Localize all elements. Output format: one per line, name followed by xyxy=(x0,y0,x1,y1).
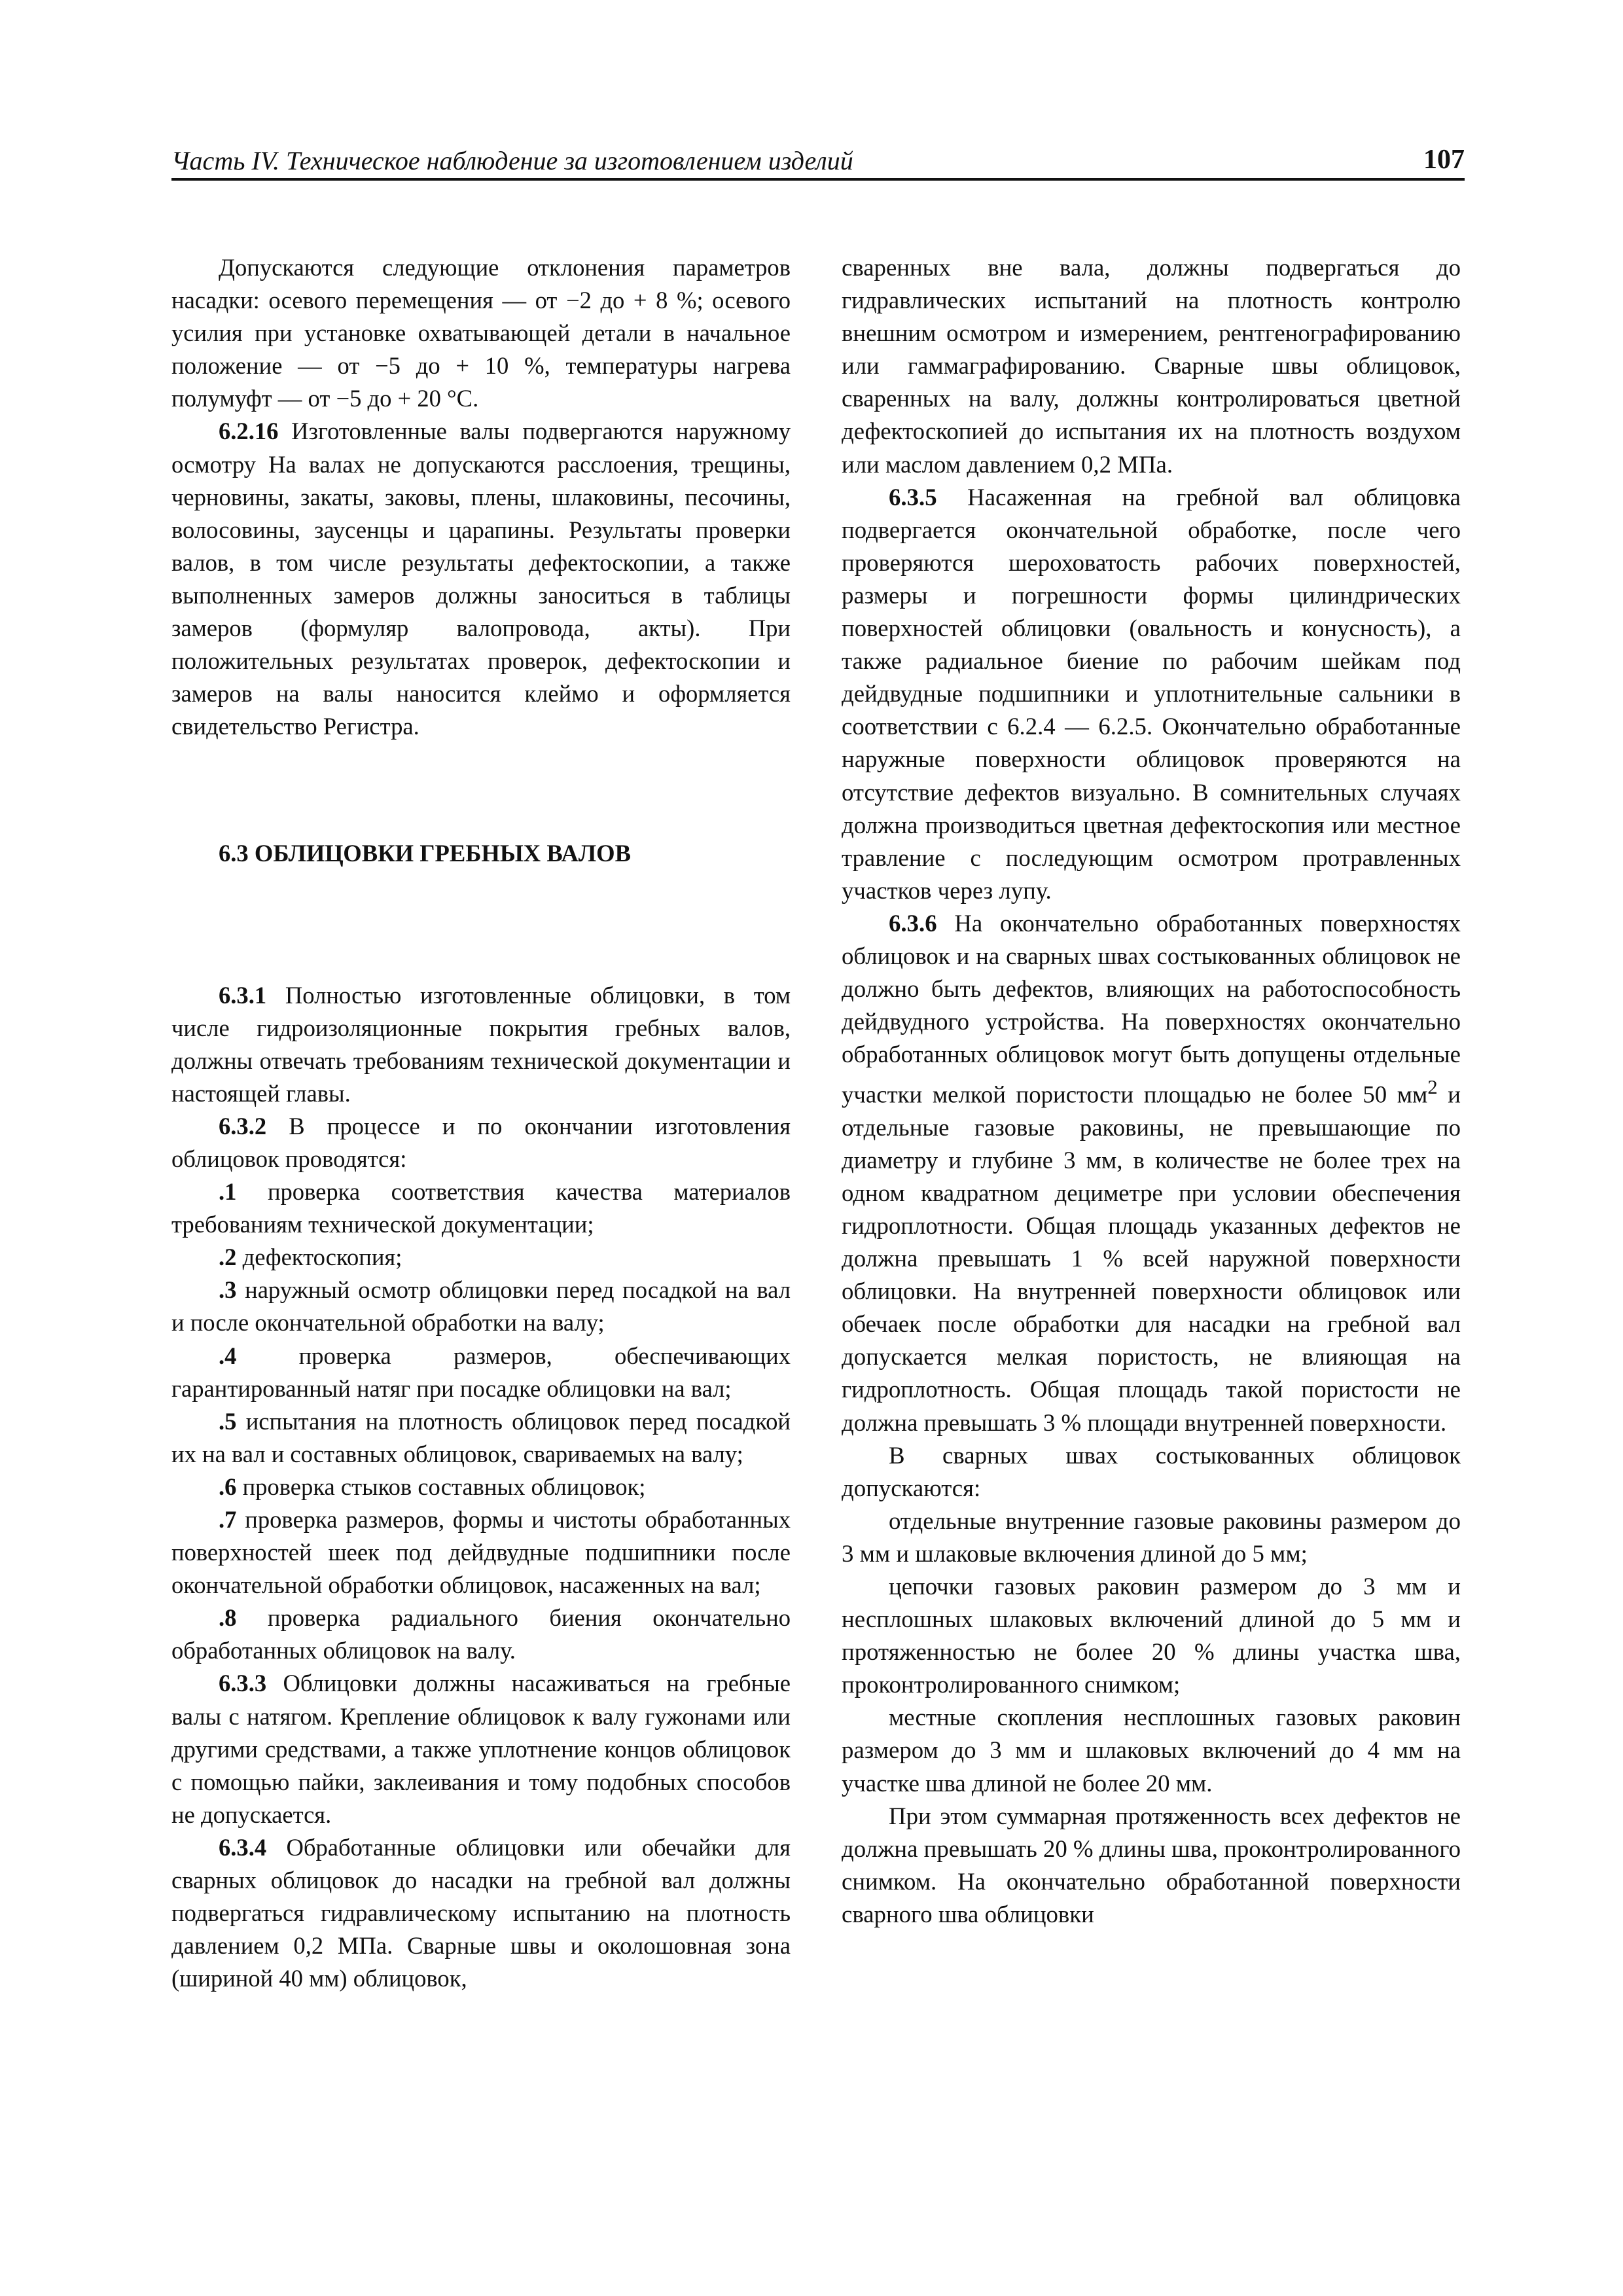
clause-text: Полностью изготовленные облицовки, в том числе гидроизоляционные покрытия гребных валов, должны отвечать требованиям технической документации и настоящей главы. xyxy=(171,981,791,1107)
list-item-number: .3 xyxy=(219,1276,237,1304)
paragraph-total-length: При этом суммарная протяженность всех дефектов не должна превышать 20 % длины шва, проконтролированного снимком. На окончательно обработанной поверхности сварного шва облицовки xyxy=(842,1802,1461,1928)
section-spacer-top xyxy=(171,743,791,837)
clause-text: На окончательно обработанных поверхностях облицовок и на сварных швах состыкованных облицовок не должно быть дефектов, влияющих на работоспособность дейдвудного устройства. На поверхностях окончательно обработанных облицовок могут быть допущены отдельные участки мелкой пористости площадью не более 50 мм xyxy=(842,909,1461,1108)
clause-number: 6.3.1 xyxy=(219,981,267,1009)
clause-text: Насаженная на гребной вал облицовка подвергается окончательной обработке, после чего проверяются шероховатость рабочих поверхностей, размеры и погрешности формы цилиндрических поверхностей облицовки (овальность и конусность), а также радиальное биение по рабочим шейкам под дейдвудные подшипники и уплотнительные сальники в соответствии с 6.2.4 — 6.2.5. Окончательно обработанные наружные поверхности облицовок проверяются на отсутствие дефектов визуально. В сомнительных случаях должна производиться цветная дефектоскопия или местное травление с последующим осмотром протравленных участков через лупу. xyxy=(842,483,1461,904)
paragraph-6-3-2 xyxy=(171,1110,791,1175)
list-item-text: проверка стыков составных облицовок; xyxy=(236,1473,646,1500)
list-item-text: наружный осмотр облицовки перед посадкой на вал и после окончательной обработки на валу; xyxy=(171,1276,791,1336)
clause-text: Обработанные облицовки или обечайки для сварных облицовок до насадки на гребной вал должны подвергаться гидравлическому испытанию на плотность давлением 0,2 МПа. Сварные швы и околошовная зона (шириной 40 мм) облицовок, xyxy=(171,1833,791,1992)
list-item xyxy=(171,1602,791,1667)
right-column xyxy=(842,251,1461,1931)
list-item-number: .6 xyxy=(219,1473,237,1500)
clause-number: 6.3.6 xyxy=(889,909,937,937)
clause-number: 6.2.16 xyxy=(219,418,279,445)
paragraph-6-3-1 xyxy=(171,979,791,1110)
list-item-number: .8 xyxy=(219,1604,237,1632)
list-item-number: .1 xyxy=(219,1178,237,1206)
list-item xyxy=(171,1241,791,1274)
paragraph-6-3-3 xyxy=(171,1667,791,1831)
clause-number: 6.3.3 xyxy=(219,1670,267,1697)
clause-text: В процессе и по окончании изготовления облицовок проводятся: xyxy=(171,1112,791,1172)
paragraph-6-3-4 xyxy=(171,1831,791,1995)
paragraph-weld-defects-intro: В сварных швах состыкованных облицовок допускаются: xyxy=(842,1441,1461,1501)
section-spacer-bottom xyxy=(171,870,791,979)
paragraph-continuation: сваренных вне вала, должны подвергаться до гидравлических испытаний на плотность контролю внешним осмотром и измерением, рентгенографированию или гаммаграфированию. Сварные швы облицовок, сваренных на валу, должны контролироваться цветной дефектоскопией до испытания их на плотность воздухом или маслом давлением 0,2 МПа. xyxy=(842,254,1461,478)
paragraph-6-2-16 xyxy=(171,415,791,743)
clause-text: Облицовки должны насаживаться на гребные валы с натягом. Крепление облицовок к валу гужонами или другими средствами, а также уплотнение концов облицовок с помощью пайки, заклеивания и тому подобных способов не допускается. xyxy=(171,1670,791,1828)
paragraph-6-3-5 xyxy=(842,481,1461,907)
list-item xyxy=(171,1175,791,1241)
list-item-text: проверка размеров, обеспечивающих гарантированный натяг при посадке облицовки на вал; xyxy=(171,1342,791,1402)
list-item-number: .7 xyxy=(219,1506,237,1533)
clause-number: 6.3.4 xyxy=(219,1833,267,1861)
list-item-number: .2 xyxy=(219,1244,237,1271)
paragraph-6-3-6 xyxy=(842,907,1461,1439)
list-item-text: проверка размеров, формы и чистоты обработанных поверхностей шеек под дейдвудные подшипники после окончательной обработки облицовок, насаженных на вал; xyxy=(171,1506,791,1599)
page-header xyxy=(171,136,1465,175)
list-item xyxy=(171,1274,791,1339)
list-item xyxy=(171,1340,791,1405)
section-title: 6.3 ОБЛИЦОВКИ ГРЕБНЫХ ВАЛОВ xyxy=(219,840,631,867)
paragraph-gas-cavities: отдельные внутренние газовые раковины размером до 3 мм и шлаковые включения длиной до 5 мм; xyxy=(842,1507,1461,1567)
clause-number: 6.3.5 xyxy=(889,483,937,511)
running-header-title: Часть IV. Техническое наблюдение за изготовлением изделий xyxy=(171,146,853,175)
paragraph-cavity-chains: цепочки газовых раковин размером до 3 мм и несплошных шлаковых включений длиной до 5 мм и протяженностью не более 20 % длины участка шва, проконтролированного снимком; xyxy=(842,1573,1461,1698)
superscript: 2 xyxy=(1427,1076,1438,1099)
list-item xyxy=(171,1405,791,1471)
list-item-text: проверка радиального биения окончательно обработанных облицовок на валу. xyxy=(171,1604,791,1664)
paragraph-tolerances: Допускаются следующие отклонения параметров насадки: осевого перемещения — от −2 до + 8 %; осевого усилия при установке охватывающей детали в начальное положение — от −5 до + 10 %, температуры нагрева полумуфт — от −5 до + 20 °С. xyxy=(171,254,791,412)
list-item-number: .5 xyxy=(219,1407,237,1435)
list-item xyxy=(171,1471,791,1503)
list-item xyxy=(171,1503,791,1602)
list-item-number: .4 xyxy=(219,1342,237,1369)
list-item-text: испытания на плотность облицовок перед посадкой их на вал и составных облицовок, свариваемых на валу; xyxy=(171,1407,791,1467)
page-number: 107 xyxy=(1423,145,1465,175)
clause-text: Изготовленные валы подвергаются наружному осмотру На валах не допускаются расслоения, трещины, черновины, закаты, заковы, плены, шлаковины, песочины, волосовины, заусенцы и царапины. Результаты проверки валов, в том числе результаты дефектоскопии, а также выполненных замеров должны заноситься в таблицы замеров (формуляр валопровода, акты). При положительных результатах проверок, дефектоскопии и замеров на валы наносится клеймо и оформляется свидетельство Регистра. xyxy=(171,418,791,740)
clause-text-continued: и отдельные газовые раковины, не превышающие по диаметру и глубине 3 мм, в количестве не более трех на одном квадратном дециметре при условии обеспечения гидроплотности. Общая площадь указанных дефектов не должна превышать 1 % всей наружной поверхности облицовки. На внутренней поверхности облицовок или обечаек после обработки для насадки на гребной вал допускается мелкая пористость, не влияющая на гидроплотность. Общая площадь такой пористости не должна превышать 3 % площади внутренней поверхности. xyxy=(842,1081,1461,1436)
clause-number: 6.3.2 xyxy=(219,1112,267,1139)
paragraph-local-clusters: местные скопления несплошных газовых раковин размером до 3 мм и шлаковых включений до 4 мм на участке шва длиной не более 20 мм. xyxy=(842,1704,1461,1797)
header-rule xyxy=(171,178,1465,181)
list-item-text: проверка соответствия качества материалов требованиям технической документации; xyxy=(171,1178,791,1238)
left-column xyxy=(171,251,791,1995)
list-item-text: дефектоскопия; xyxy=(236,1244,402,1271)
